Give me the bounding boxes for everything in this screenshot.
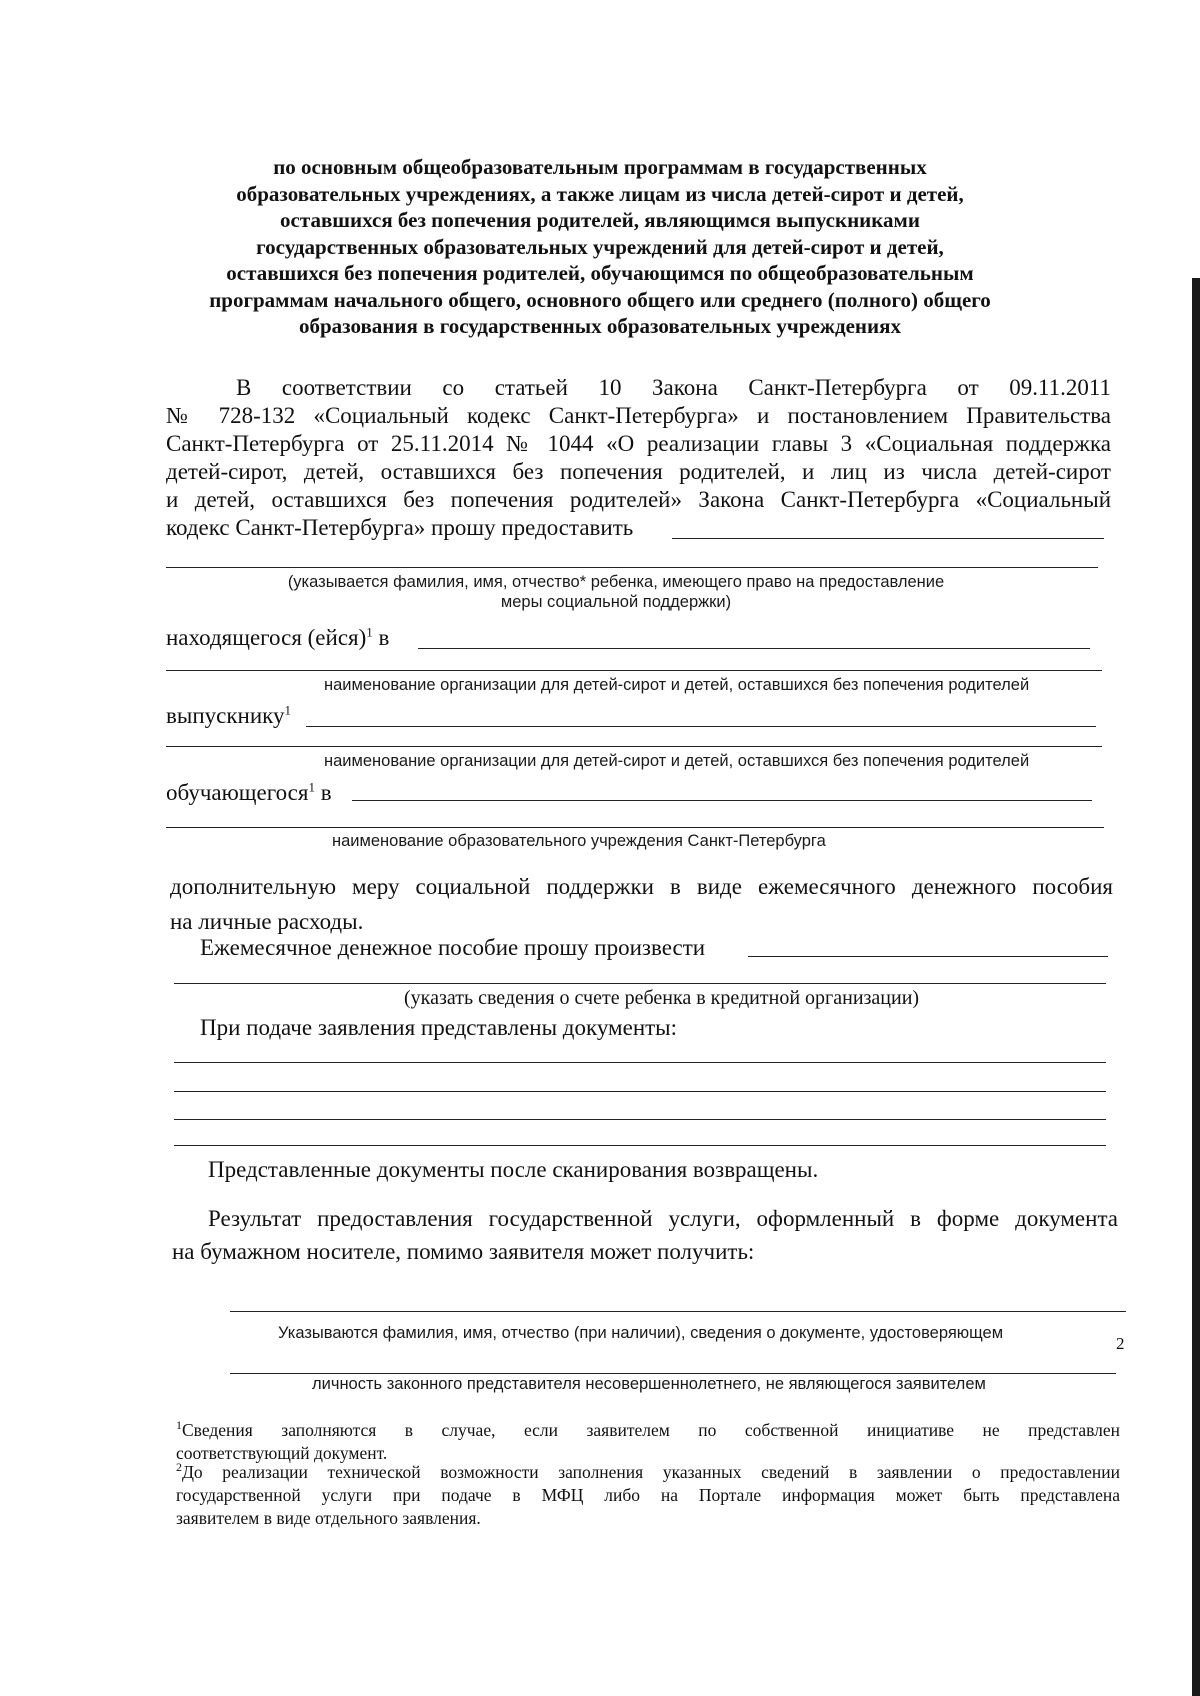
scan-edge-bar (1192, 278, 1200, 1696)
intro-line: В соответствии со статьей 10 Закона Санкт-Петербурга от 09.11.2011 (236, 375, 1111, 400)
footnote-2-line-1: $^2$До реализации технической возможности заполнения указанных сведений в заявлении о предоставлении (176, 1460, 1120, 1482)
heading-line: по основным общеобразовательным программам в государственных (273, 155, 927, 179)
representative-sup: 2 (1116, 1334, 1125, 1353)
measure-line-1: дополнительную меру социальной поддержки в виде ежемесячного денежного пособия (170, 874, 1113, 899)
footnote-1-line-2: соответствующий документ. (176, 1443, 388, 1463)
located-label: находящегося (ейся)$^1$ в (166, 624, 390, 650)
intro-line: Санкт-Петербурга от 25.11.2014 № 1044 «О реализации главы 3 «Социальная поддержка (166, 431, 1111, 456)
org-caption: наименование организации для детей-сирот и детей, оставшихся без попечения родителей (324, 676, 1030, 694)
representative-caption-2: личность законного представителя несовершеннолетнего, не являющегося заявителем (312, 1375, 986, 1393)
located-org-line[interactable] (418, 648, 1090, 649)
returned-text: Представленные документы после сканирования возвращены. (208, 1157, 819, 1182)
intro-line: № 728-132 «Социальный кодекс Санкт-Петербурга» и постановлением Правительства (166, 403, 1111, 428)
measure-line-2: на личные расходы. (170, 909, 364, 934)
provide-blank-line[interactable] (672, 538, 1104, 539)
student-school-line[interactable] (352, 800, 1092, 801)
heading-line: образования в государственных образовательных учреждениях (298, 314, 901, 338)
intro-line: и детей, оставшихся без попечения родителей» Закона Санкт-Петербурга «Социальный (166, 487, 1111, 512)
representative-caption-1: Указываются фамилия, имя, отчество (при наличии), сведения о документе, удостоверяющем (278, 1324, 1004, 1342)
documents-line-1[interactable] (174, 1062, 1106, 1063)
intro-line: кодекс Санкт-Петербурга» прошу предоставить (166, 515, 634, 540)
child-name-line[interactable] (166, 567, 1098, 568)
graduate-label: выпускнику$^1$ (166, 702, 291, 728)
heading-line: оставшихся без попечения родителей, являющимся выпускниками (280, 208, 920, 232)
heading-line: образовательных учреждениях, а также лицам из числа детей-сирот и детей, (236, 181, 964, 206)
school-caption: наименование образовательного учреждения Санкт-Петербурга (332, 832, 826, 850)
documents-line-3[interactable] (174, 1119, 1106, 1120)
representative-line-1[interactable] (230, 1311, 1126, 1312)
graduate-org-line-2[interactable] (166, 746, 1102, 747)
document-heading (150, 154, 1050, 340)
footnote-1-line-1: $^1$Сведения заполняются в случае, если заявителем по собственной инициативе не представлен (176, 1418, 1120, 1440)
intro-line: детей-сирот, детей, оставшихся без попечения родителей, и лиц из числа детей-сирот (166, 459, 1111, 484)
result-line-1: Результат предоставления государственной услуги, оформленный в форме документа (208, 1206, 1118, 1231)
account-caption: (указать сведения о счете ребенка в кредитной организации) (404, 987, 920, 1009)
documents-line-4[interactable] (174, 1145, 1106, 1146)
org-caption-2: наименование организации для детей-сирот и детей, оставшихся без попечения родителей (324, 752, 1030, 770)
intro-paragraph (166, 374, 1111, 542)
student-label: обучающегося$^1$ в (166, 779, 332, 805)
heading-line: оставшихся без попечения родителей, обучающимся по общеобразовательным (226, 261, 974, 285)
result-line-2: на бумажном носителе, помимо заявителя может получить: (172, 1239, 755, 1264)
student-school-line-2[interactable] (166, 827, 1104, 828)
documents-line-2[interactable] (174, 1091, 1106, 1092)
graduate-org-line[interactable] (306, 726, 1096, 727)
located-org-line-2[interactable] (166, 670, 1102, 671)
documents-label: При подаче заявления представлены документы: (200, 1015, 678, 1040)
heading-line: государственных образовательных учреждений для детей-сирот и детей, (256, 234, 944, 259)
payment-line[interactable] (748, 956, 1108, 957)
footnote-2-line-3: заявителем в виде отдельного заявления. (176, 1508, 481, 1528)
child-caption: (указывается фамилия, имя, отчество* ребенка, имеющего право на предоставление меры социальной поддержки) (287, 573, 945, 611)
footnote-2-line-2: государственной услуги при подаче в МФЦ либо на Портале информация может быть представлена (176, 1485, 1120, 1505)
heading-line: программам начального общего, основного общего или среднего (полного) общего (209, 287, 991, 312)
payment-label: Ежемесячное денежное пособие прошу произвести (200, 935, 706, 960)
